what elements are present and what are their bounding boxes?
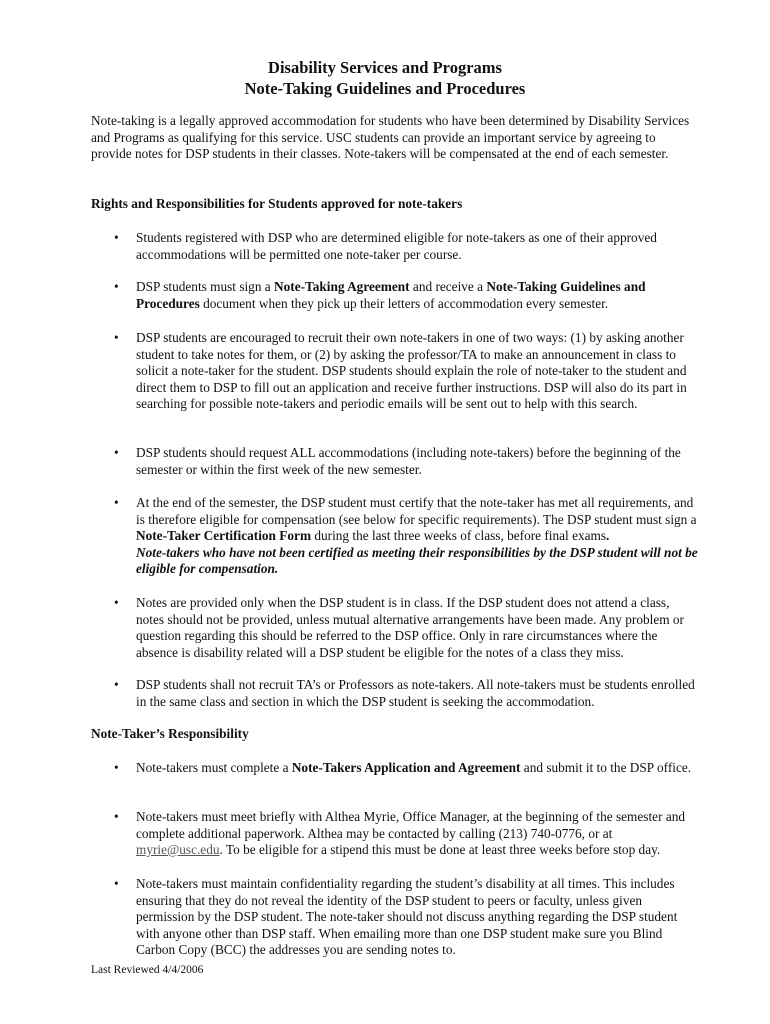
section-heading-notetaker-responsibility: Note-Taker’s Responsibility <box>91 726 249 741</box>
list-item: • DSP students must sign a Note-Taking Agreement and receive a Note-Taking Guidelines and Procedures document when they pick up their letters of accommodation every semester. <box>136 279 700 312</box>
list-item: • Notes are provided only when the DSP student is in class. If the DSP student does not attend a class, notes should not be provided, unless mutual alternative arrangements have been made. Any problem or question regarding this should be referred to the DSP office. Only in rare circumstances where the absence is disability related will a DSP student be eligible for the notes of a class they miss. <box>136 595 700 661</box>
list-item: • DSP students shall not recruit TA’s or Professors as note-takers. All note-takers must be students enrolled in the same class and section in which the DSP student is seeking the accommodation. <box>136 677 700 710</box>
agreement-form-name: Note-Taking Agreement <box>274 279 410 294</box>
list-item: • DSP students should request ALL accommodations (including note-takers) before the beginning of the semester or within the first week of the new semester. <box>136 445 700 478</box>
section-heading-student-rights: Rights and Responsibilities for Students approved for note-takers <box>91 196 463 211</box>
list-item: • Note-takers must maintain confidentiality regarding the student’s disability at all times. This includes ensuring that they do not reveal the identity of the DSP student to peers or faculty, unless given permission by the DSP student. The note-taker should not discuss anything regarding the DSP student with anyone other than DSP staff. When emailing more than one DSP student make sure you Blind Carbon Copy (BCC) the addresses you are sending notes to. <box>136 876 700 959</box>
document-subtitle: Note-Taking Guidelines and Procedures <box>244 79 526 98</box>
certification-form-name: Note-Taker Certification Form <box>136 528 312 543</box>
footer-last-reviewed: Last Reviewed 4/4/2006 <box>91 964 204 976</box>
email-link[interactable]: myrie@usc.edu <box>136 842 220 857</box>
guidelines-document-name: Note-Taking Guidelines and Procedures <box>136 279 646 311</box>
list-item: • DSP students are encouraged to recruit their own note-takers in one of two ways: (1) by asking another student to take notes for them, or (2) by asking the professor/TA to make an announcement in class to solicit a note-taker for the student. DSP students should explain the role of note-taker to the student and direct them to DSP to fill out an application and receive further instructions. DSP will also do its part in searching for possible note-takers and periodic emails will be sent out to help with this search. <box>136 330 700 413</box>
list-item: • Note-takers must complete a Note-Takers Application and Agreement and submit it to the DSP office. <box>136 760 700 777</box>
compensation-warning: Note-takers who have not been certified as meeting their responsibilities by the DSP student will not be eligible for compensation. <box>136 544 698 576</box>
list-item: • Students registered with DSP who are determined eligible for note-takers as one of their approved accommodations will be permitted one note-taker per course. <box>136 230 700 263</box>
list-item: • Note-takers must meet briefly with Althea Myrie, Office Manager, at the beginning of the semester and complete additional paperwork. Althea may be contacted by calling (213) 740-0776, or at myrie@usc.edu. To be eligible for a stipend this must be done at least three weeks before stop day. <box>136 809 700 859</box>
application-form-name: Note-Takers Application and Agreement <box>291 760 521 775</box>
intro-paragraph: Note-taking is a legally approved accommodation for students who have been determined by Disability Services and Programs as qualifying for this service. USC students can provide an important service by agreeing to provide notes for DSP students in their classes. Note-takers will be compensated at the end of each semester. <box>91 113 690 161</box>
document-title: Disability Services and Programs <box>268 58 502 77</box>
list-item: • At the end of the semester, the DSP student must certify that the note-taker has met all requirements, and is therefore eligible for compensation (see below for specific requirements). The DSP student must sign a Note-Taker Certification Form during the last three weeks of class, before final exams. Note-takers who have not been certified as meeting their responsibilities by the DSP student will not be eligible for compensation. <box>136 495 700 578</box>
